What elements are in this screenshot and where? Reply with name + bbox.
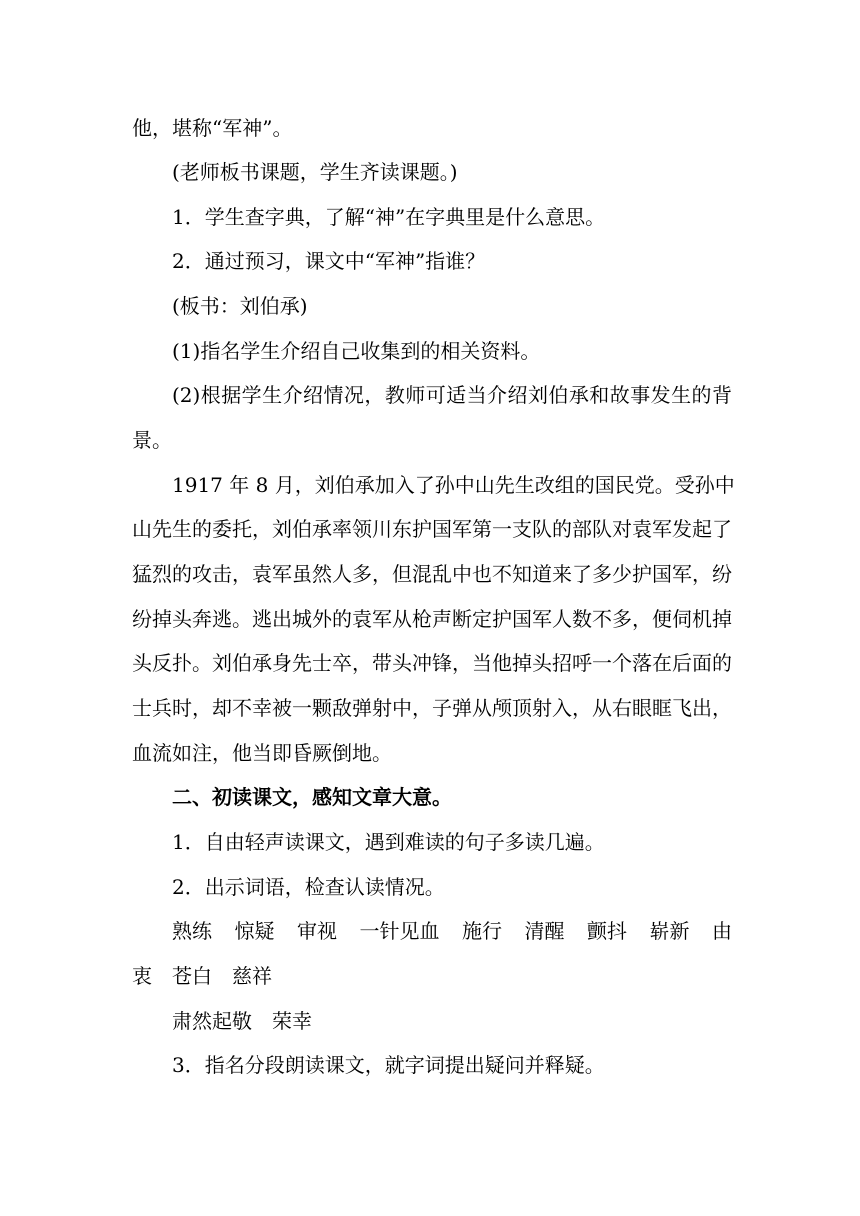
vocabulary-word: 由	[712, 919, 732, 943]
text-line: 2．出示词语，检查认读情况。	[172, 875, 445, 899]
vocabulary-word: 肃然起敬	[172, 1009, 252, 1033]
vocabulary-word: 荣幸	[272, 1009, 312, 1033]
vocabulary-word: 慈祥	[232, 964, 272, 988]
text-line: 猛烈的攻击，袁军虽然人多，但混乱中也不知道来了多少护国军，纷	[132, 562, 732, 586]
text-line: (1)指名学生介绍自己收集到的相关资料。	[172, 339, 541, 363]
vocabulary-row	[132, 961, 732, 991]
vocabulary-word: 清醒	[524, 919, 565, 943]
text-line: 他，堪称“军神”。	[132, 116, 293, 140]
text-line: 1．自由轻声读课文，遇到难读的句子多读几遍。	[172, 830, 605, 854]
text-line: 血流如注，他当即昏厥倒地。	[132, 741, 392, 765]
vocabulary-word: 衷	[132, 964, 152, 988]
vocabulary-row	[172, 1006, 732, 1036]
vocabulary-word: 苍白	[172, 964, 212, 988]
text-line: (2)根据学生介绍情况，教师可适当介绍刘伯承和故事发生的背	[172, 383, 732, 407]
vocabulary-word: 崭新	[649, 919, 690, 943]
text-line: 景。	[132, 428, 172, 452]
text-line: 头反扑。刘伯承身先士卒，带头冲锋，当他掉头招呼一个落在后面的	[132, 651, 732, 675]
section-heading: 二、初读课文，感知文章大意。	[172, 785, 452, 809]
text-line: (老师板书课题，学生齐读课题。)	[172, 160, 458, 184]
vocabulary-word: 熟练	[172, 919, 212, 943]
vocabulary-word: 一针见血	[359, 919, 440, 943]
text-line: (板书：刘伯承)	[172, 294, 308, 318]
vocabulary-word: 惊疑	[234, 919, 275, 943]
text-line: 2．通过预习，课文中“军神”指谁？	[172, 249, 486, 273]
text-line: 3．指名分段朗读课文，就字词提出疑问并释疑。	[172, 1053, 605, 1077]
text-line: 士兵时，却不幸被一颗敌弹射中，子弹从颅顶射入，从右眼眶飞出，	[132, 696, 732, 720]
vocabulary-word: 颤抖	[587, 919, 627, 943]
vocabulary-word: 施行	[462, 919, 502, 943]
vocabulary-row	[172, 916, 732, 946]
text-line: 1．学生查字典，了解“神”在字典里是什么意思。	[172, 205, 606, 229]
text-line: 纷掉头奔逃。逃出城外的袁军从枪声断定护国军人数不多，便伺机掉	[132, 607, 732, 631]
text-line: 1917 年 8 月，刘伯承加入了孙中山先生改组的国民党。受孙中	[172, 473, 735, 497]
text-line: 山先生的委托，刘伯承率领川东护国军第一支队的部队对袁军发起了	[132, 517, 732, 541]
vocabulary-word: 审视	[297, 919, 337, 943]
